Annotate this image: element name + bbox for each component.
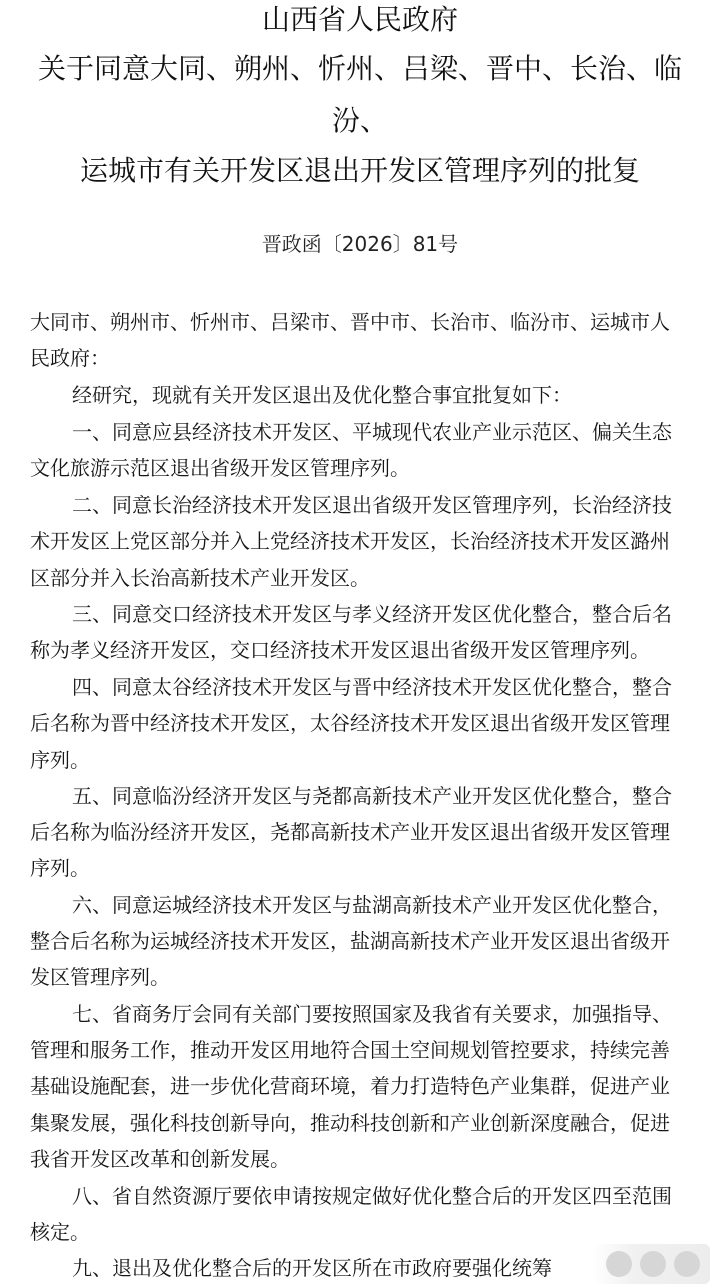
body-line: 三、同意交口经济技术开发区与孝义经济开发区优化整合，整合后名 (72, 602, 672, 626)
body-line: 大同市、朔州市、忻州市、吕梁市、晋中市、长治市、临汾市、运城市人 (30, 310, 670, 334)
document-title-line-3: 汾、 (331, 104, 388, 137)
body-line: 后名称为临汾经济开发区，尧都高新技术产业开发区退出省级开发区管理 (30, 820, 670, 844)
body-line: 六、同意运城经济技术开发区与盐湖高新技术产业开发区优化整合， (72, 893, 672, 917)
watermark-logo-icon (674, 1251, 700, 1277)
body-line: 民政府： (30, 346, 110, 370)
document-title-line-4: 运城市有关开发区退出开发区管理序列的批复 (79, 154, 640, 187)
body-line: 管理和服务工作，推动开发区用地符合国土空间规划管控要求，持续完善 (30, 1038, 670, 1062)
body-line: 四、同意太谷经济技术开发区与晋中经济技术开发区优化整合，整合 (72, 675, 672, 699)
body-line: 文化旅游示范区退出省级开发区管理序列。 (30, 456, 410, 480)
body-line: 后名称为晋中经济技术开发区，太谷经济技术开发区退出省级开发区管理 (30, 711, 670, 735)
body-line: 整合后名称为运城经济技术开发区，盐湖高新技术产业开发区退出省级开 (30, 929, 670, 953)
body-line: 序列。 (30, 856, 90, 880)
body-line: 七、省商务厅会同有关部门要按照国家及我省有关要求，加强指导、 (72, 1002, 672, 1026)
body-line: 我省开发区改革和创新发展。 (30, 1147, 290, 1171)
body-line: 九、退出及优化整合后的开发区所在市政府要强化统筹 (72, 1256, 552, 1280)
body-line: 经研究，现就有关开发区退出及优化整合事宜批复如下： (72, 383, 572, 407)
watermark-logo-icon (606, 1251, 632, 1277)
body-line: 一、同意应县经济技术开发区、平城现代农业产业示范区、偏关生态 (72, 420, 672, 444)
watermark-logo-icon (640, 1251, 666, 1277)
body-line: 二、同意长治经济技术开发区退出省级开发区管理序列，长治经济技 (72, 493, 672, 517)
body-line: 发区管理序列。 (30, 965, 170, 989)
body-line: 集聚发展，强化科技创新导向，推动科技创新和产业创新深度融合，促进 (30, 1111, 670, 1135)
document-title-line-1: 山西省人民政府 (261, 3, 458, 36)
document-title-line-2: 关于同意大同、朔州、忻州、吕梁、晋中、长治、临 (37, 52, 682, 85)
body-line: 核定。 (30, 1220, 90, 1244)
body-line: 称为孝义经济开发区，交口经济技术开发区退出省级开发区管理序列。 (30, 638, 650, 662)
body-line: 五、同意临汾经济开发区与尧都高新技术产业开发区优化整合，整合 (72, 784, 672, 808)
body-line: 八、省自然资源厅要依申请按规定做好优化整合后的开发区四至范围 (72, 1184, 672, 1208)
watermark-overlay (592, 1244, 710, 1284)
body-line: 基础设施配套，进一步优化营商环境，着力打造特色产业集群，促进产业 (30, 1074, 670, 1098)
body-line: 术开发区上党区部分并入上党经济技术开发区，长治经济技术开发区潞州 (30, 529, 670, 553)
body-line: 序列。 (30, 748, 90, 772)
document-number: 晋政函〔2026〕81号 (261, 232, 459, 256)
body-line: 区部分并入长治高新技术产业开发区。 (30, 566, 370, 590)
